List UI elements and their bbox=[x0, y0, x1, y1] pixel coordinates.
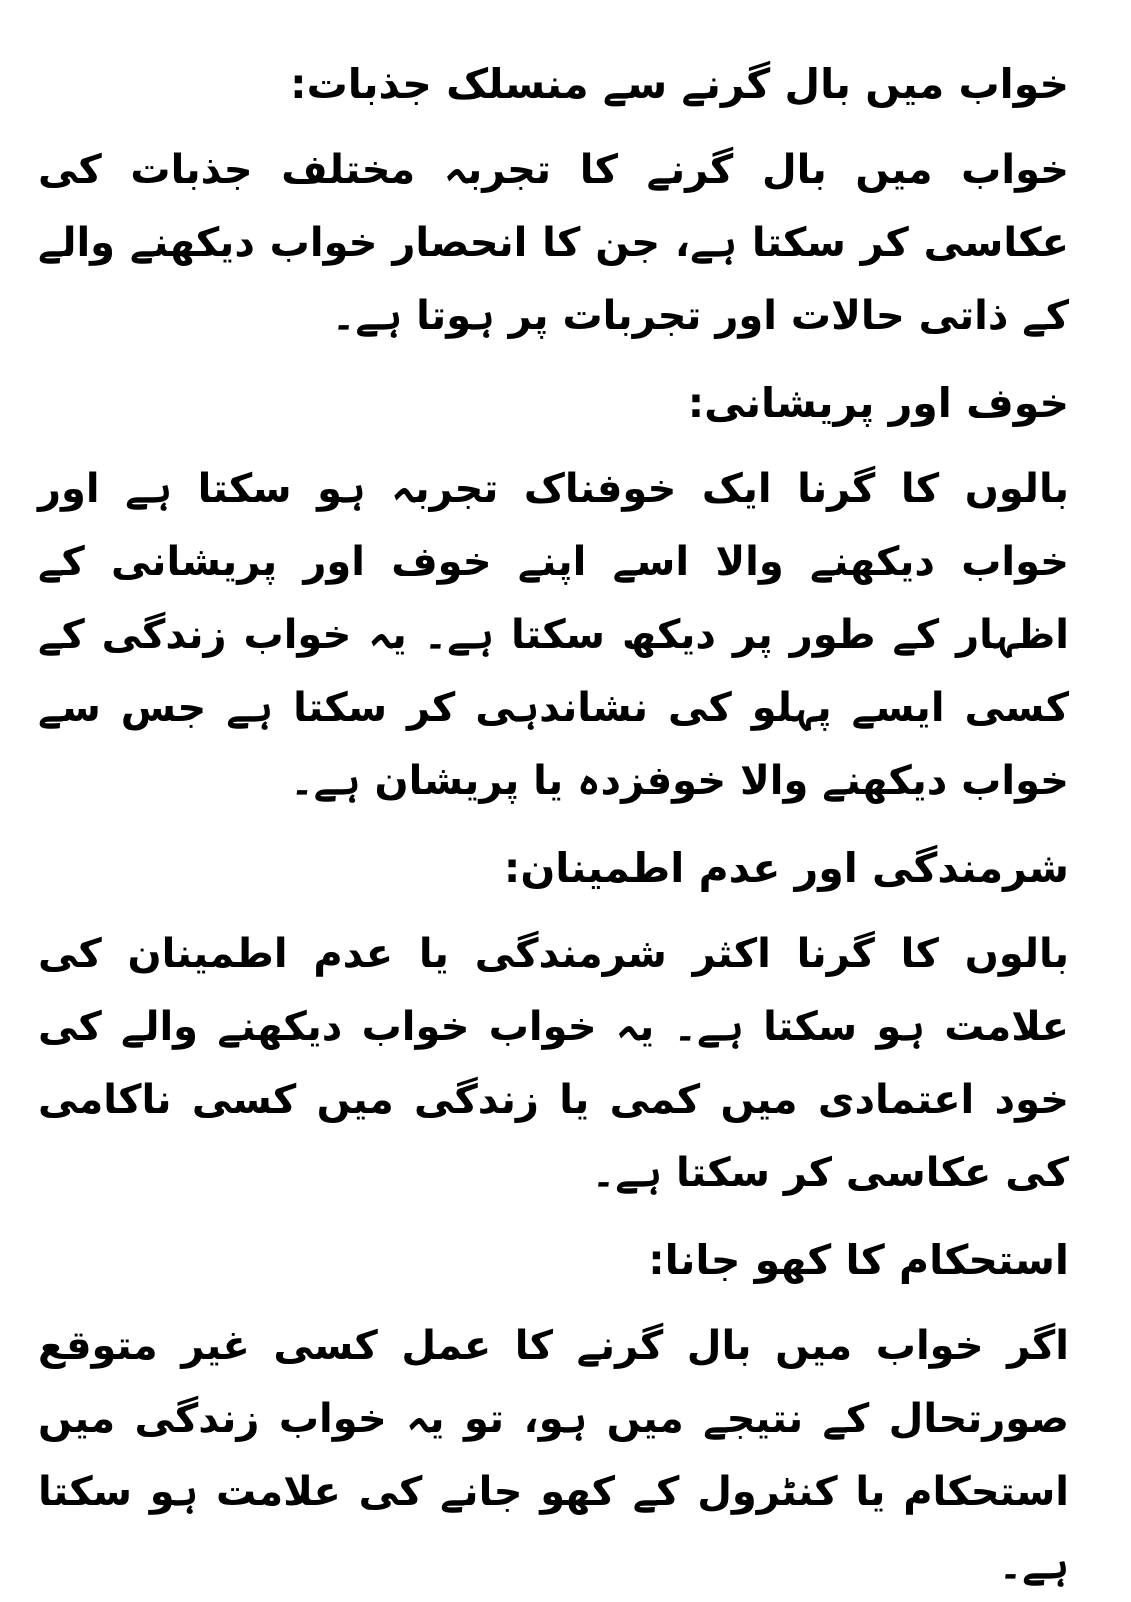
document-title: خواب میں بال گرنے سے منسلک جذبات: bbox=[290, 60, 1069, 108]
section-heading-shame: شرمندگی اور عدم اطمینان: bbox=[503, 844, 1069, 892]
intro-paragraph: خواب میں بال گرنے کا تجربہ مختلف جذبات کی عکاسی کر سکتا ہے، جن کا انحصار خواب دیکھنے والے کے ذاتی حالات اور تجربات پر ہوتا ہے۔ bbox=[38, 147, 1069, 339]
section-heading-fear: خوف اور پریشانی: bbox=[687, 379, 1069, 427]
section-body-fear: بالوں کا گرنا ایک خوفناک تجربہ ہو سکتا ہے اور خواب دیکھنے والا اسے اپنے خوف اور پریشانی کے اظہار کے طور پر دیکھ سکتا ہے۔ یہ خواب زندگی کے کسی ایسے پہلو کی نشاندہی کر سکتا ہے جس سے خواب دیکھنے والا خوفزدہ یا پریشان ہے۔ bbox=[38, 466, 1069, 804]
section-heading-stability: استحکام کا کھو جانا: bbox=[648, 1236, 1069, 1284]
section-body-stability: اگر خواب میں بال گرنے کا عمل کسی غیر متوقع صورتحال کے نتیجے میں ہو، تو یہ خواب زندگی میں استحکام یا کنٹرول کے کھو جانے کی علامت ہو سکتا ہے۔ bbox=[38, 1323, 1069, 1588]
section-body-shame: بالوں کا گرنا اکثر شرمندگی یا عدم اطمینان کی علامت ہو سکتا ہے۔ یہ خواب خواب دیکھنے والے کی خود اعتمادی میں کمی یا زندگی میں کسی ناکامی کی عکاسی کر سکتا ہے۔ bbox=[38, 931, 1069, 1196]
